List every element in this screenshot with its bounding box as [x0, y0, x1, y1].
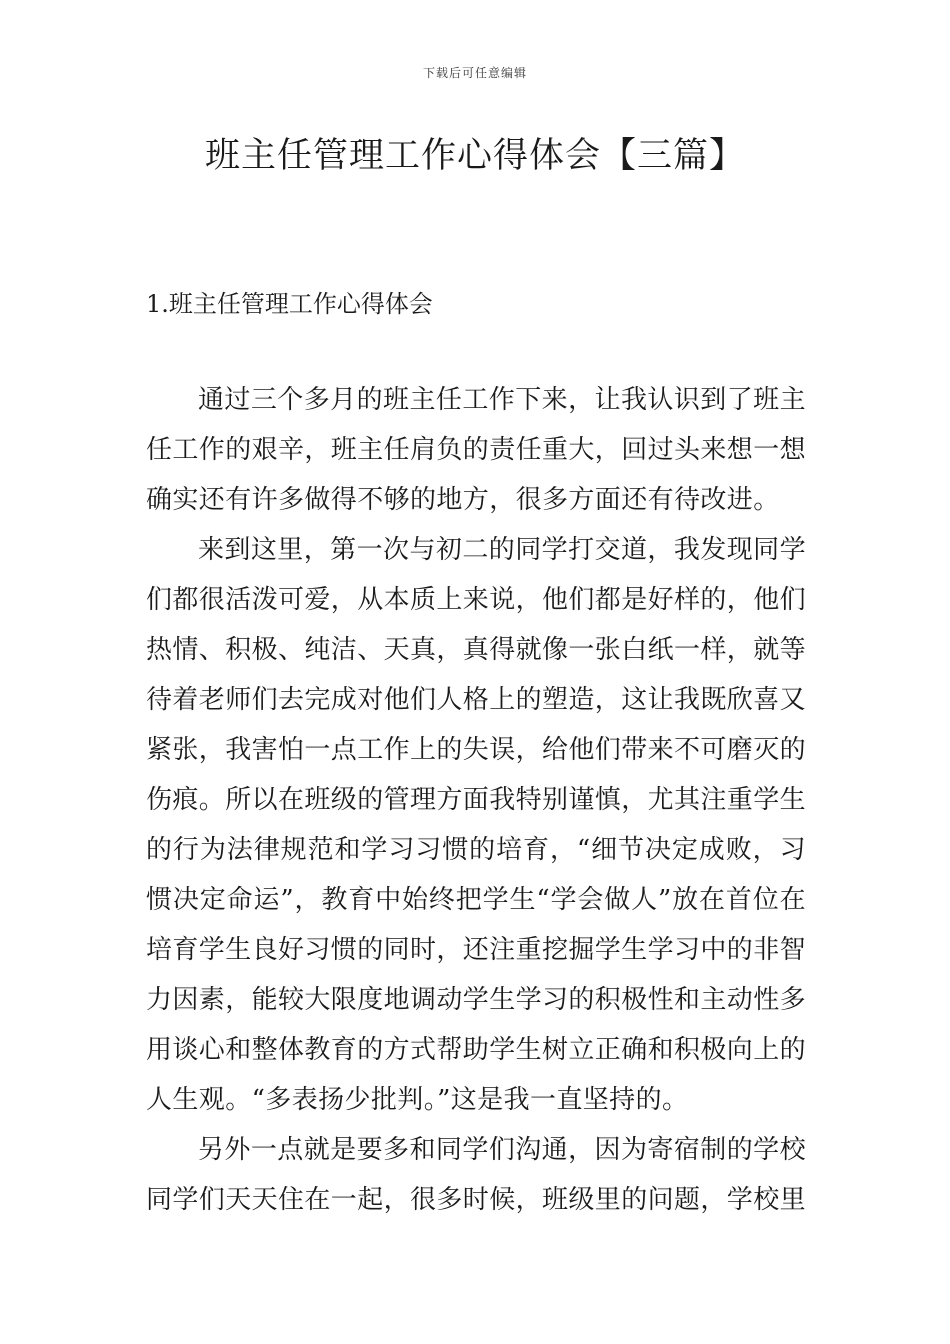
paragraph: 通过三个多月的班主任工作下来，让我认识到了班主任工作的艰辛，班主任肩负的责任重大，回过头来想一想确实还有许多做得不够的地方，很多方面还有待改进。	[146, 385, 807, 515]
header-note: 下载后可任意编辑	[422, 66, 527, 80]
section-heading: 1.班主任管理工作心得体会	[146, 290, 433, 318]
document-body	[146, 375, 806, 1225]
paragraph: 来到这里，第一次与初二的同学打交道，我发现同学们都很活泼可爱，从本质上来说，他们都是好样的，他们热情、积极、纯洁、天真，真得就像一张白纸一样，就等待着老师们去完成对他们人格上的塑造，这让我既欣喜又紧张，我害怕一点工作上的失误，给他们带来不可磨灭的伤痕。所以在班级的管理方面我特别谨慎，尤其注重学生的行为法律规范和学习习惯的培育，“细节决定成败，习惯决定命运”，教育中始终把学生“学会做人”放在首位在培育学生良好习惯的同时，还注重挖掘学生学习中的非智力因素，能较大限度地调动学生学习的积极性和主动性多用谈心和整体教育的方式帮助学生树立正确和积极向上的人生观。“多表扬少批判。”这是我一直坚持的。	[146, 535, 807, 1115]
paragraph: 另外一点就是要多和同学们沟通，因为寄宿制的学校同学们天天住在一起，很多时候，班级里的问题，学校里	[146, 1135, 807, 1215]
document-title: 班主任管理工作心得体会【三篇】	[204, 136, 745, 176]
